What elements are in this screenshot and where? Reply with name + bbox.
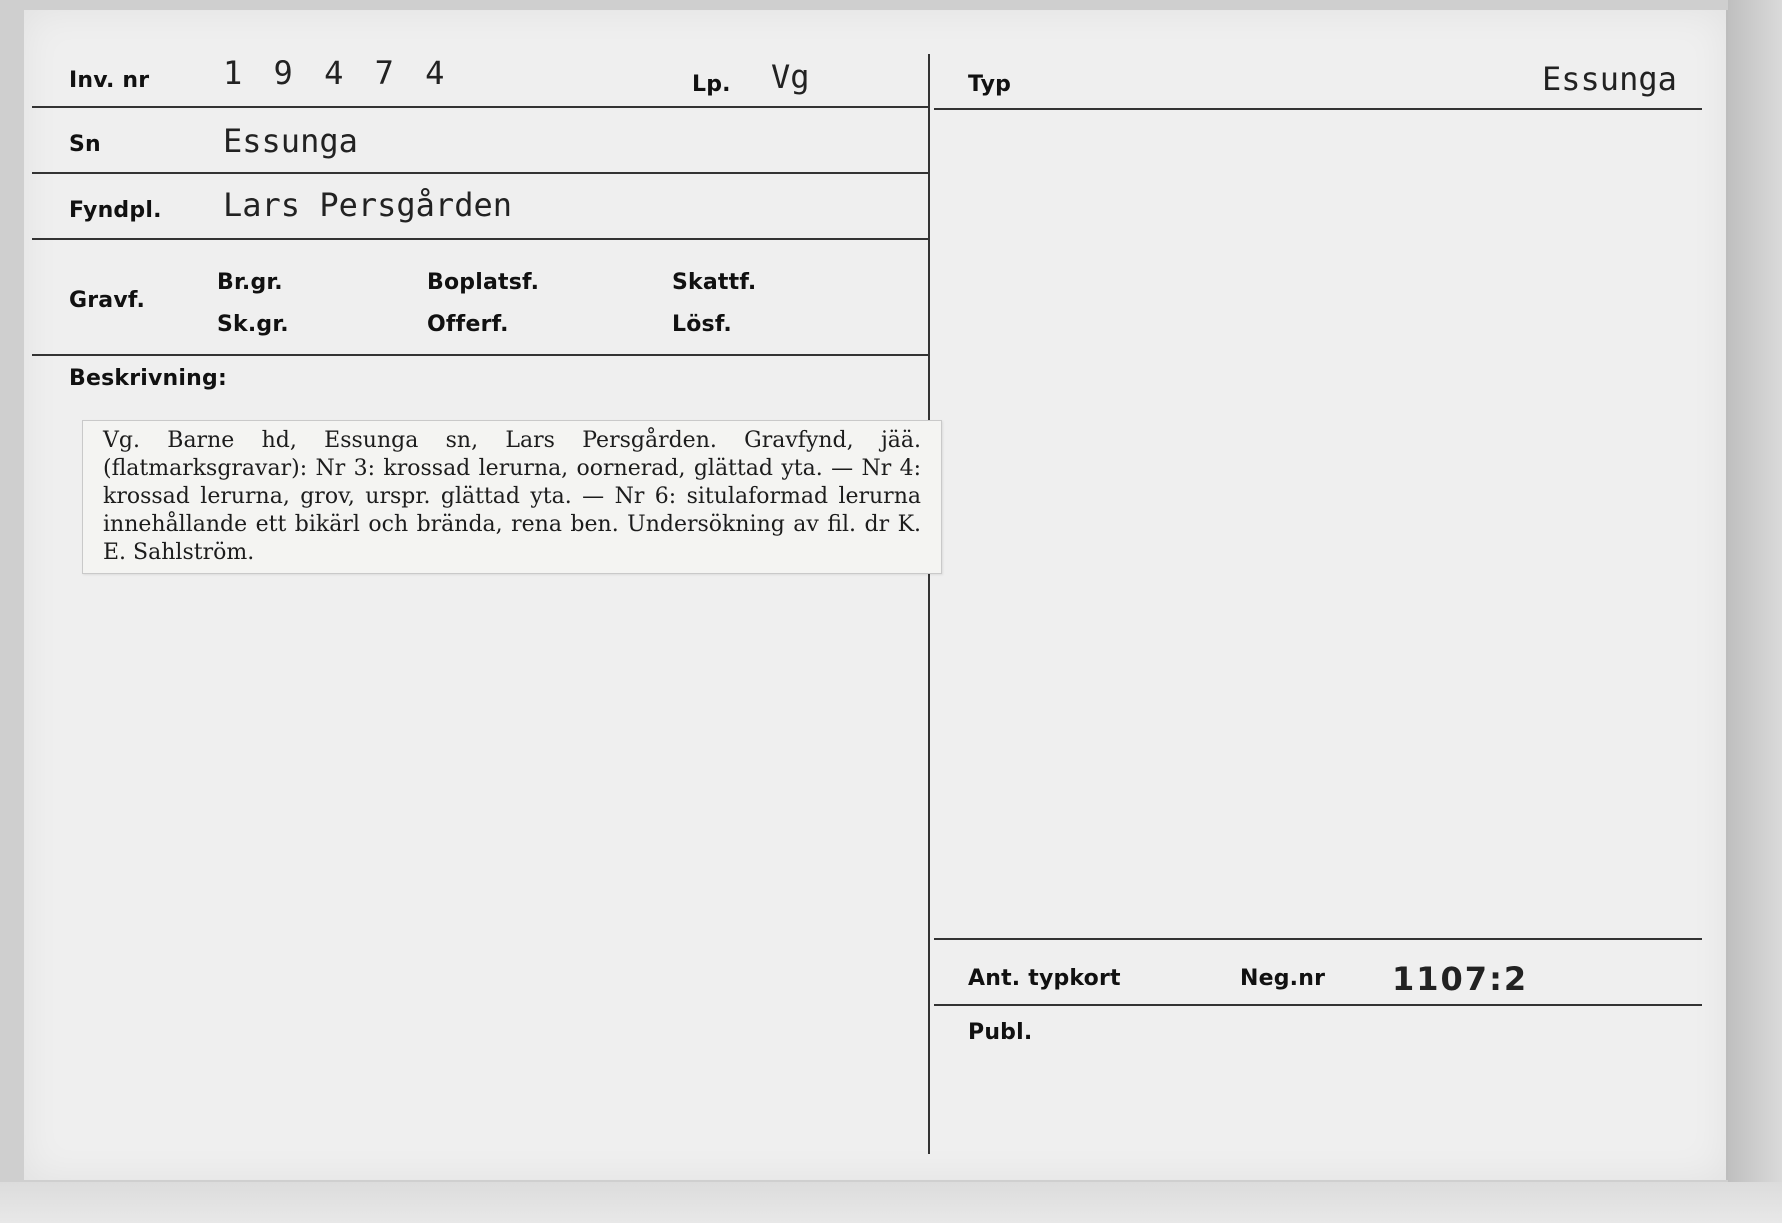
fyndpl-value: Lars Persgården xyxy=(223,186,512,224)
divider xyxy=(934,938,1702,940)
inv-nr-value: 1 9 4 7 4 xyxy=(223,54,451,92)
divider xyxy=(32,106,930,108)
sk-gr-label: Sk.gr. xyxy=(217,312,289,337)
offerf-label: Offerf. xyxy=(427,312,509,337)
description-clipping xyxy=(82,420,942,574)
boplatsf-label: Boplatsf. xyxy=(427,270,540,295)
divider xyxy=(32,238,930,240)
divider xyxy=(32,172,930,174)
lp-value: Vg xyxy=(771,58,810,96)
inv-nr-label: Inv. nr xyxy=(69,68,150,93)
sn-value: Essunga xyxy=(223,122,358,160)
gravf-label: Gravf. xyxy=(69,288,146,313)
neg-nr-label: Neg.nr xyxy=(1240,966,1326,991)
skattf-label: Skattf. xyxy=(672,270,757,295)
neg-nr-value: 1107:2 xyxy=(1392,960,1529,998)
divider xyxy=(32,354,930,356)
divider xyxy=(934,108,1702,110)
beskrivning-label: Beskrivning: xyxy=(69,366,227,391)
scan-edge-bottom xyxy=(0,1182,1782,1223)
fyndpl-label: Fyndpl. xyxy=(69,198,162,223)
losf-label: Lösf. xyxy=(672,312,732,337)
br-gr-label: Br.gr. xyxy=(217,270,283,295)
divider xyxy=(934,1004,1702,1006)
catalog-card xyxy=(24,10,1728,1180)
sn-label: Sn xyxy=(69,132,101,157)
typ-value: Essunga xyxy=(1542,60,1677,98)
column-divider xyxy=(928,54,930,1154)
lp-label: Lp. xyxy=(692,72,731,97)
publ-label: Publ. xyxy=(968,1020,1033,1045)
typ-label: Typ xyxy=(968,72,1012,97)
description-text: Vg. Barne hd, Essunga sn, Lars Persgården. Gravfynd, jää. (flatmarksgravar): Nr 3: krossad lerurna, oornerad, glättad yta. — Nr 4: krossad lerurna, grov, urspr. glättad yta. — Nr 6: situlaformad lerurna innehållande ett bikärl och brända, rena ben. Undersökning av fil. dr K. E. Sahlström. xyxy=(103,428,921,565)
ant-typkort-label: Ant. typkort xyxy=(968,966,1121,991)
scan-edge-right xyxy=(1728,0,1782,1223)
